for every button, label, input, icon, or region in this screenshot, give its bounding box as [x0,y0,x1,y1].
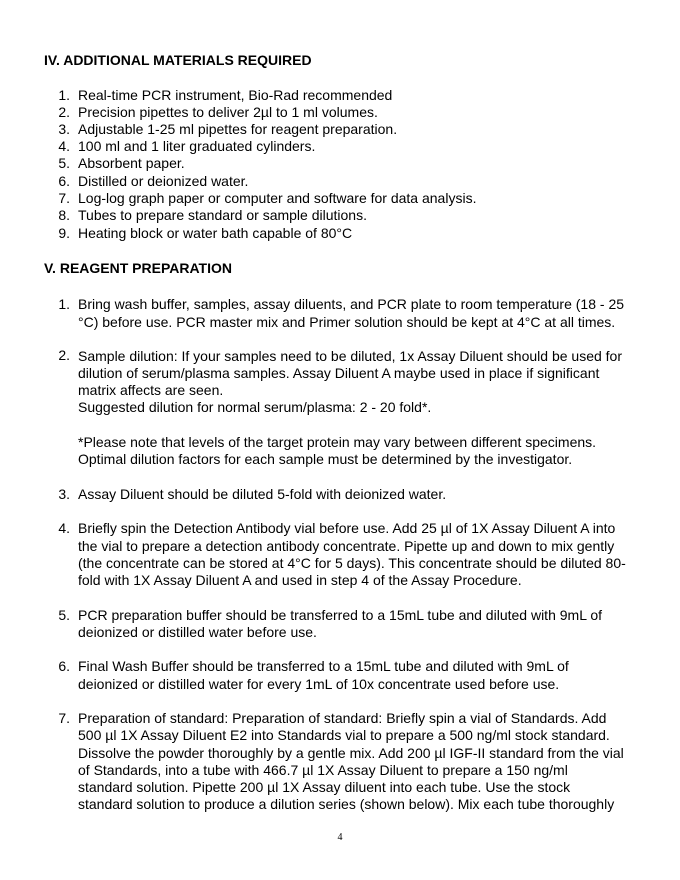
list-item-line: standard solution. Pipette 200 µl 1X Assay diluent into each tube. Use the stock [78,779,571,795]
list-item-text: Distilled or deionized water. [78,173,249,189]
list-item-line: matrix affects are seen. [78,382,224,398]
list-item-line: °C) before use. PCR master mix and Primer solution should be kept at 4°C at all times. [78,314,616,330]
list-item-line: PCR preparation buffer should be transferred to a 15mL tube and diluted with 9mL of [78,607,603,623]
list-item-text: Heating block or water bath capable of 80°C [78,225,353,241]
list-item-text: Adjustable 1-25 ml pipettes for reagent preparation. [78,121,398,137]
list-item-line: deionized or distilled water before use. [78,624,317,640]
list-item-line: Preparation of standard: Preparation of standard: Briefly spin a vial of Standards. Add [78,710,607,726]
list-item-line: Suggested dilution for normal serum/plasma: 2 - 20 fold*. [78,399,432,415]
list-number: 7. [58,190,70,206]
list-item-line: Assay Diluent should be diluted 5-fold with deionized water. [78,486,447,502]
list-item-line: Sample dilution: If your samples need to be diluted, 1x Assay Diluent should be used for [78,348,622,364]
list-number: 9. [58,225,70,241]
list-item-line: deionized or distilled water for every 1mL of 10x concentrate used before use. [78,676,560,692]
list-item-line: dilution of serum/plasma samples. Assay Diluent A maybe used in place if significant [78,365,600,381]
list-item-line: of Standards, into a tube with 466.7 µl 1X Assay Diluent to prepare a 150 ng/ml [78,762,568,778]
list-item-line: (the concentrate can be stored at 4°C for 5 days). This concentrate should be diluted 80- [78,555,626,571]
list-item-line: Bring wash buffer, samples, assay diluents, and PCR plate to room temperature (18 - 25 [78,296,625,312]
list-item-line: fold with 1X Assay Diluent A and used in step 4 of the Assay Procedure. [78,572,522,588]
list-item-text: Absorbent paper. [78,155,185,171]
list-item-text: Log-log graph paper or computer and software for data analysis. [78,190,477,206]
list-number: 8. [58,207,70,223]
list-item-line: *Please note that levels of the target protein may vary between different specimens. [78,434,597,450]
list-item-text: Real-time PCR instrument, Bio-Rad recommended [78,87,393,103]
list-number: 7. [58,710,70,726]
list-number: 3. [58,121,70,137]
list-item-line: Final Wash Buffer should be transferred to a 15mL tube and diluted with 9mL of [78,658,569,674]
list-number: 4. [58,138,70,154]
list-item-line: Optimal dilution factors for each sample must be determined by the investigator. [78,451,573,467]
list-number: 5. [58,155,70,171]
list-item-text: Tubes to prepare standard or sample dilutions. [78,207,367,223]
list-item-line: 500 µl 1X Assay Diluent E2 into Standards vial to prepare a 500 ng/ml stock standard. [78,727,610,743]
list-number: 1. [58,296,70,312]
list-number: 4. [58,520,70,536]
list-number: 2. [58,347,70,363]
list-item-line: Dissolve the powder thoroughly by a gentle mix. Add 200 µl IGF-II standard from the vial [78,745,624,761]
list-number: 6. [58,173,70,189]
list-number: 1. [58,87,70,103]
list-number: 6. [58,658,70,674]
section-heading-reagent-preparation: V. REAGENT PREPARATION [44,260,232,276]
list-item-text: 100 ml and 1 liter graduated cylinders. [78,138,316,154]
section-heading-additional-materials: IV. ADDITIONAL MATERIALS REQUIRED [44,52,312,68]
list-item-line: Briefly spin the Detection Antibody vial before use. Add 25 µl of 1X Assay Diluent A into [78,520,616,536]
page-number: 4 [337,832,343,843]
list-number: 2. [58,104,70,120]
list-item-line: the vial to prepare a detection antibody concentrate. Pipette up and down to mix gently [78,538,615,554]
list-item-line: standard solution to produce a dilution series (shown below). Mix each tube thoroughly [78,796,615,812]
list-number: 3. [58,486,70,502]
list-item-text: Precision pipettes to deliver 2µl to 1 ml volumes. [78,104,378,120]
list-number: 5. [58,607,70,623]
